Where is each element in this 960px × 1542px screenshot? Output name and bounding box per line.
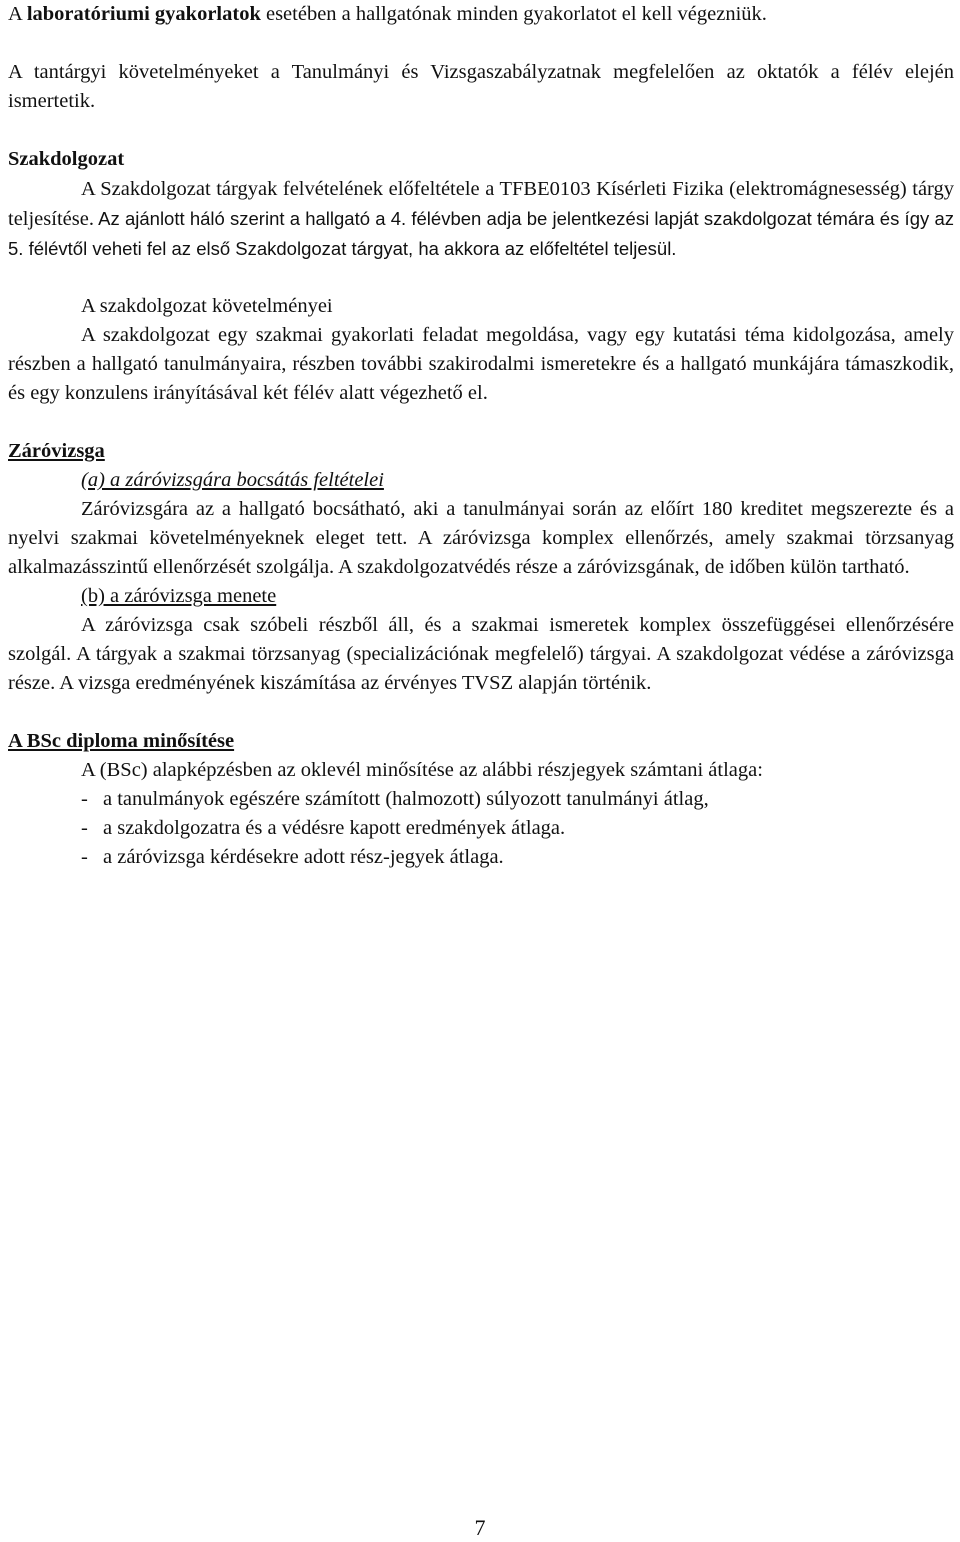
list-item: - a záróvizsga kérdésekre adott rész-jegyek átlaga.	[81, 846, 504, 868]
document-page	[8, 0, 954, 872]
final-exam-title: Záróvizsga	[8, 440, 105, 462]
final-exam-subheading-b: (b) a záróvizsga menete	[81, 585, 277, 607]
thesis-requirements-text: A szakdolgozat egy szakmai gyakorlati feladat megoldása, vagy egy kutatási téma kidolgozása, amely részben a hallgató tanulmányaira, részben további szakirodalmi ismeretekre és a hallgató munkájára támaszkodik, és egy konzulens irányításával két félév alatt végezhető el.	[8, 324, 954, 404]
diploma-title: A BSc diploma minősítése	[8, 730, 235, 752]
diploma-intro: A (BSc) alapképzésben az oklevél minősítése az alábbi részjegyek számtani átlaga:	[81, 759, 763, 781]
list-item: - a tanulmányok egészére számított (halmozott) súlyozott tanulmányi átlag,	[81, 788, 709, 810]
requirements-paragraph: A tantárgyi követelményeket a Tanulmányi és Vizsgaszabályzatnak megfelelően az oktatók a félév elején ismertetik.	[8, 61, 954, 112]
final-exam-text-a: Záróvizsgára az a hallgató bocsátható, aki a tanulmányai során az előírt 180 kreditet megszerezte és a nyelvi szakmai követelményeknek eleget tett. A záróvizsga komplex ellenőrzés, amely szakmai törzsanyag alkalmazásszintű ellenőrzését szolgálja. A szakdolgozatvédés része a záróvizsgának, de időben külön tartható.	[8, 498, 954, 578]
thesis-title: Szakdolgozat	[8, 148, 125, 170]
page-number: 7	[474, 1515, 486, 1540]
final-exam-text-b: A záróvizsga csak szóbeli részből áll, és a szakmai ismeretek komplex összefüggései ellenőrzésére szolgál. A tárgyak a szakmai törzsanyag (specializációnak megfelelő) tárgyai. A szakdolgozat védése a záróvizsga része. A vizsga eredményének kiszámítása az érvényes TVSZ alapján történik.	[8, 614, 954, 694]
thesis-paragraph: A Szakdolgozat tárgyak felvételének előfeltétele a TFBE0103 Kísérleti Fizika (elektromágnesesség) tárgy teljesítése. Az ajánlott háló szerint a hallgató a 4. félévben adja be jelentkezési lapját szakdolgozat témára és így az 5. félévtől veheti fel az első Szakdolgozat tárgyat, ha akkora az előfeltétel teljesül.	[8, 178, 954, 259]
lab-practice-bold: laboratóriumi gyakorlatok	[26, 3, 261, 25]
thesis-requirements-heading: A szakdolgozat követelményei	[81, 295, 333, 317]
lab-practice-paragraph: A laboratóriumi gyakorlatok esetében a hallgatónak minden gyakorlatot el kell végezniük.	[8, 3, 767, 25]
final-exam-subheading-a: (a) a záróvizsgára bocsátás feltételei	[81, 469, 384, 491]
list-item: - a szakdolgozatra és a védésre kapott eredmények átlaga.	[81, 817, 566, 839]
